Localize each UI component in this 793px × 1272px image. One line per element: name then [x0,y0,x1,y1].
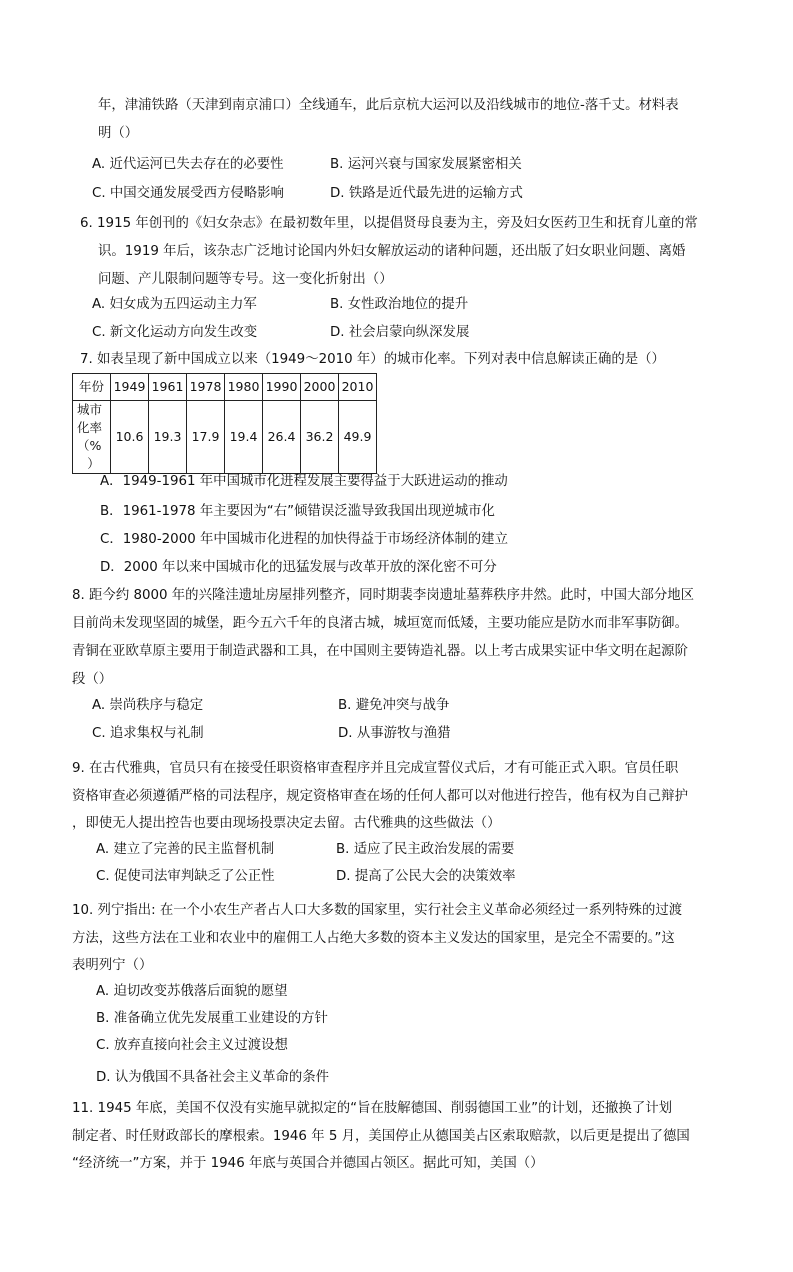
q11-text-line-3: “经济统一”方案，并于 1946 年底与英国合并德国占领区。据此可知，美国（） [72,1156,544,1171]
table-value-cell: 19.3 [149,401,187,474]
q6-option-b: B. 女性政治地位的提升 [330,297,469,312]
q8-text-line-4: 段（） [72,672,113,687]
table-value-cell: 10.6 [111,401,149,474]
q7-option-d: D．2000 年以来中国城市化的迅猛发展与改革开放的深化密不可分 [100,560,497,575]
q10-option-c: C. 放弃直接向社会主义过渡设想 [96,1038,288,1053]
q9-text-line-3: ，即使无人提出控告也要由现场投票决定去留。古代雅典的这些做法（） [72,816,501,831]
q10-option-b: B. 准备确立优先发展重工业建设的方针 [96,1011,328,1026]
q10-option-d: D. 认为俄国不具备社会主义革命的条件 [96,1070,330,1085]
table-value-cell: 17.9 [187,401,225,474]
table-value-cell: 26.4 [263,401,301,474]
q5-text-line-2: 明（） [98,126,139,141]
q7-option-b: B．1961-1978 年主要因为“右”倾错误泛滥导致我国出现逆城市化 [100,504,495,519]
q7-text-line-1: 7. 如表呈现了新中国成立以来（1949～2010 年）的城市化率。下列对表中信息解读正确的是（） [80,352,665,367]
q11-text-line-1: 11. 1945 年底，美国不仅没有实施早就拟定的“旨在肢解德国、削弱德国工业”的计划，还撤换了计划 [72,1101,672,1116]
q10-option-a: A. 迫切改变苏俄落后面貌的愿望 [96,984,288,999]
table-row-label [73,401,111,474]
q5-option-b: B. 运河兴衰与国家发展紧密相关 [330,157,522,172]
q6-text-line-2: 识。1919 年后，该杂志广泛地讨论国内外妇女解放运动的诸种问题，还出版了妇女职业问题、离婚 [98,244,686,259]
table-header-label: 年份 [73,374,111,401]
table-year-cell: 1949 [111,374,149,401]
table-year-cell: 1990 [263,374,301,401]
urbanization-table [72,373,377,474]
table-year-cell: 1961 [149,374,187,401]
q5-text-line-1: 年，津浦铁路（天津到南京浦口）全线通车，此后京杭大运河以及沿线城市的地位-落千丈。材料表 [98,98,679,113]
q9-option-b: B. 适应了民主政治发展的需要 [336,842,515,857]
q8-option-c: C. 追求集权与礼制 [92,726,204,741]
q8-option-b: B. 避免冲突与战争 [338,698,450,713]
table-year-cell: 1978 [187,374,225,401]
q8-text-line-1: 8. 距今约 8000 年的兴隆洼遗址房屋排列整齐，同时期裴李岗遗址墓葬秩序井然。此时，中国大部分地区 [72,588,695,603]
q11-text-line-2: 制定者、时任财政部长的摩根索。1946 年 5 月，美国停止从德国美占区索取赔款，以后更是提出了德国 [72,1129,690,1144]
q7-option-c: C．1980-2000 年中国城市化进程的加快得益于市场经济体制的建立 [100,532,508,547]
q9-option-a: A. 建立了完善的民主监督机制 [96,842,275,857]
q6-text-line-3: 问题、产儿限制问题等专号。这一变化折射出（） [98,272,393,287]
q8-option-d: D. 从事游牧与渔猎 [338,726,451,741]
q10-text-line-1: 10. 列宁指出: 在一个小农生产者占人口大多数的国家里，实行社会主义革命必须经过一系列特殊的过渡 [72,903,683,918]
table-year-cell: 2010 [339,374,377,401]
table-value-cell: 19.4 [225,401,263,474]
q6-option-c: C. 新文化运动方向发生改变 [92,325,258,340]
q5-option-a: A. 近代运河已失去存在的必要性 [92,157,284,172]
table-value-cell: 49.9 [339,401,377,474]
q8-option-a: A. 崇尚秩序与稳定 [92,698,204,713]
row-label-line-1: 城市化率（% [77,402,103,453]
q7-option-a: A．1949-1961 年中国城市化进程发展主要得益于大跃进运动的推动 [100,474,508,489]
q6-text-line-1: 6. 1915 年创刊的《妇女杂志》在最初数年里，以提倡贤母良妻为主，旁及妇女医药卫生和抚育儿童的常 [80,216,698,231]
q6-option-d: D. 社会启蒙向纵深发展 [330,325,470,340]
q10-text-line-3: 表明列宁（） [72,958,153,973]
q8-text-line-3: 青铜在亚欧草原主要用于制造武器和工具，在中国则主要铸造礼器。以上考古成果实证中华文明在起源阶 [72,644,688,659]
q9-option-c: C. 促使司法审判缺乏了公正性 [96,869,275,884]
q5-option-c: C. 中国交通发展受西方侵略影响 [92,186,284,201]
table-row [73,374,377,401]
q9-text-line-2: 资格审查必须遵循严格的司法程序，规定资格审查在场的任何人都可以对他进行控告，他有权为自己辩护 [72,789,688,804]
q5-option-d: D. 铁路是近代最先进的运输方式 [330,186,523,201]
table-value-cell: 36.2 [301,401,339,474]
q9-text-line-1: 9. 在古代雅典，官员只有在接受任职资格审查程序并且完成宣誓仪式后，才有可能正式入职。官员任职 [72,761,679,776]
q6-option-a: A. 妇女成为五四运动主力军 [92,297,257,312]
row-label-line-2: ） [87,456,100,471]
q9-option-d: D. 提高了公民大会的决策效率 [336,869,516,884]
table-year-cell: 2000 [301,374,339,401]
q10-text-line-2: 方法，这些方法在工业和农业中的雇佣工人占绝大多数的资本主义发达的国家里，是完全不需要的。”这 [72,931,675,946]
table-row [73,401,377,474]
table-year-cell: 1980 [225,374,263,401]
q8-text-line-2: 目前尚未发现坚固的城堡，距今五六千年的良渚古城，城垣宽而低矮，主要功能应是防水而非军事防御。 [72,616,688,631]
